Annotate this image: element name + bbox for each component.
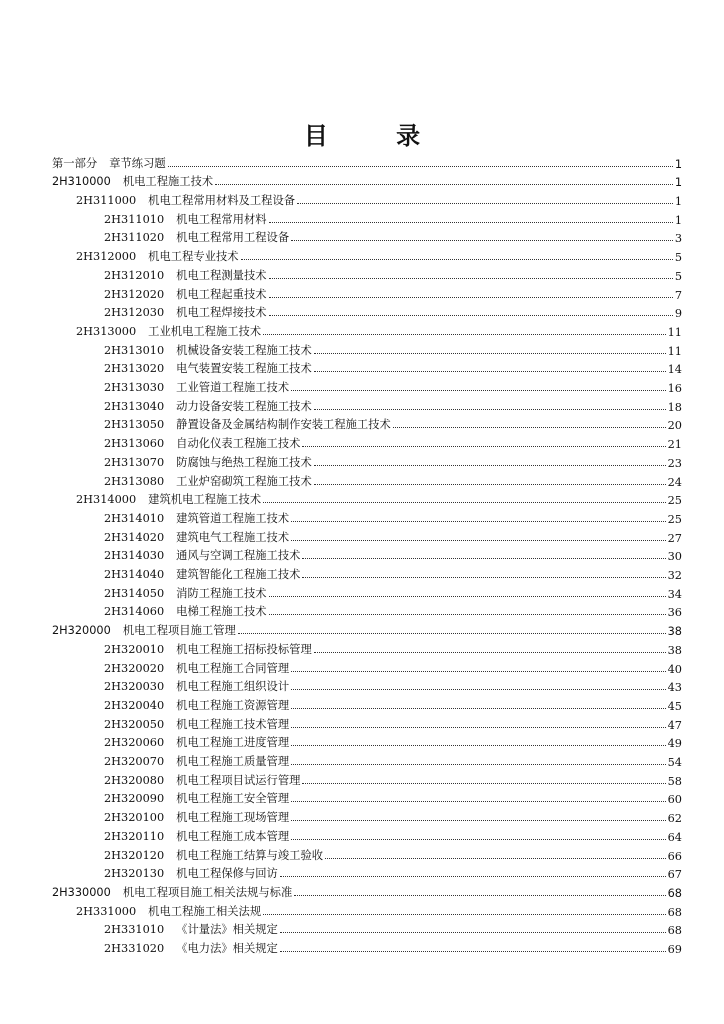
toc-entry-label: 静置设备及金属结构制作安装工程施工技术 bbox=[176, 418, 391, 432]
toc-leader-dots bbox=[269, 222, 673, 223]
toc-entry-code: 2H320030 bbox=[104, 680, 165, 694]
toc-entry-label: 机电工程项目试运行管理 bbox=[176, 773, 301, 787]
toc-entry-title bbox=[104, 566, 300, 582]
toc-entry-code: 2H313020 bbox=[104, 362, 165, 376]
toc-entry-label: 《计量法》相关规定 bbox=[176, 923, 278, 937]
toc-page-number: 68 bbox=[667, 905, 682, 919]
toc-entry-title bbox=[76, 248, 239, 264]
toc-entry[interactable] bbox=[104, 414, 682, 433]
toc-entry-code: 2H312010 bbox=[104, 268, 165, 282]
toc-entry-label: 机电工程施工结算与竣工验收 bbox=[176, 848, 324, 862]
toc-entry-code: 2H320100 bbox=[104, 811, 165, 825]
toc-entry[interactable] bbox=[104, 788, 682, 807]
toc-leader-dots bbox=[269, 278, 673, 279]
toc-entry-label: 机电工程焊接技术 bbox=[176, 306, 267, 320]
toc-entry-label: 机电工程常用材料及工程设备 bbox=[148, 194, 296, 208]
toc-page-number: 7 bbox=[674, 288, 682, 302]
toc-page-number: 5 bbox=[674, 269, 682, 283]
toc-entry-code: 第一部分 bbox=[52, 156, 98, 170]
toc-leader-dots bbox=[314, 484, 666, 485]
toc-entry-title bbox=[104, 510, 289, 526]
toc-entry-code: 2H311020 bbox=[104, 231, 165, 245]
toc-page-number: 43 bbox=[667, 681, 682, 695]
toc-entry-title bbox=[104, 697, 289, 713]
toc-leader-dots bbox=[302, 577, 665, 578]
toc-entry[interactable] bbox=[104, 451, 682, 470]
toc-entry[interactable] bbox=[104, 750, 682, 769]
toc-leader-dots bbox=[291, 820, 665, 821]
toc-leader-dots bbox=[269, 614, 666, 615]
toc-entry-code: 2H314050 bbox=[104, 586, 165, 600]
toc-leader-dots bbox=[294, 895, 665, 896]
toc-leader-dots bbox=[269, 315, 673, 316]
toc-entry[interactable] bbox=[104, 264, 682, 283]
toc-page-number: 47 bbox=[667, 718, 682, 732]
toc-page-number: 64 bbox=[667, 830, 682, 844]
toc-entry-code: 2H311010 bbox=[104, 212, 165, 226]
toc-leader-dots bbox=[291, 708, 665, 709]
toc-entry[interactable] bbox=[104, 507, 682, 526]
toc-page-number: 18 bbox=[667, 400, 682, 414]
toc-entry[interactable] bbox=[76, 246, 682, 265]
toc-entry[interactable] bbox=[104, 807, 682, 826]
toc-entry-code: 2H331010 bbox=[104, 923, 165, 937]
toc-entry[interactable] bbox=[104, 676, 682, 695]
toc-entry-label: 机电工程测量技术 bbox=[176, 268, 267, 282]
toc-leader-dots bbox=[291, 521, 665, 522]
toc-entry-label: 机电工程施工组织设计 bbox=[176, 680, 290, 694]
toc-entry-code: 2H314010 bbox=[104, 511, 165, 525]
toc-entry-label: 机电工程施工技术 bbox=[122, 175, 214, 189]
toc-entry-code: 2H313040 bbox=[104, 399, 165, 413]
toc-entry-code: 2H311000 bbox=[76, 194, 137, 208]
toc-entry-label: 自动化仪表工程施工技术 bbox=[176, 437, 301, 451]
toc-entry-label: 机电工程项目施工相关法规与标准 bbox=[122, 885, 293, 899]
toc-entry-label: 章节练习题 bbox=[109, 156, 166, 170]
toc-entry-label: 机电工程施工安全管理 bbox=[176, 792, 290, 806]
toc-leader-dots bbox=[263, 914, 665, 915]
toc-entry-title bbox=[104, 360, 312, 376]
toc-entry-code: 2H314020 bbox=[104, 530, 165, 544]
toc-leader-dots bbox=[280, 876, 666, 877]
toc-entry-code: 2H331000 bbox=[76, 904, 137, 918]
toc-entry-code: 2H314060 bbox=[104, 605, 165, 619]
toc-leader-dots bbox=[314, 353, 666, 354]
toc-entry-label: 建筑电气工程施工技术 bbox=[176, 530, 290, 544]
toc-entry-code: 2H313050 bbox=[104, 418, 165, 432]
toc-entry-code: 2H320050 bbox=[104, 717, 165, 731]
toc-entry-title bbox=[104, 734, 289, 750]
toc-entry-code: 2H320010 bbox=[104, 642, 165, 656]
toc-page-number: 60 bbox=[667, 793, 682, 807]
toc-entry[interactable] bbox=[104, 470, 682, 489]
toc-entry-code: 2H313010 bbox=[104, 343, 165, 357]
toc-leader-dots bbox=[302, 446, 665, 447]
toc-page-number: 1 bbox=[674, 195, 682, 209]
toc-page-number: 23 bbox=[667, 456, 682, 470]
toc-leader-dots bbox=[291, 801, 665, 802]
toc-entry-title bbox=[104, 921, 278, 937]
toc-entry-code: 2H313060 bbox=[104, 437, 165, 451]
toc-entry-label: 机电工程常用工程设备 bbox=[176, 231, 290, 245]
toc-entry[interactable] bbox=[76, 189, 682, 208]
toc-entry-title bbox=[104, 547, 300, 563]
toc-entry-code: 2H312030 bbox=[104, 306, 165, 320]
toc-entry-label: 《电力法》相关规定 bbox=[176, 942, 278, 956]
toc-entry-title bbox=[104, 716, 289, 732]
toc-entry-title bbox=[104, 790, 289, 806]
toc-entry-label: 机电工程常用材料 bbox=[176, 212, 267, 226]
toc-page-number: 3 bbox=[674, 232, 682, 246]
toc-entry[interactable] bbox=[52, 881, 682, 900]
toc-page-number: 25 bbox=[667, 494, 682, 508]
toc-entry-title bbox=[104, 678, 289, 694]
toc-entry-title bbox=[104, 828, 289, 844]
toc-entry-title bbox=[104, 342, 312, 358]
toc-entry[interactable] bbox=[104, 694, 682, 713]
toc-entry-title bbox=[104, 229, 289, 245]
toc-leader-dots bbox=[280, 932, 666, 933]
toc-entry-code: 2H314040 bbox=[104, 568, 165, 582]
toc-page-number: 25 bbox=[667, 512, 682, 526]
toc-entry-title bbox=[104, 529, 289, 545]
toc-leader-dots bbox=[291, 839, 665, 840]
toc-leader-dots bbox=[291, 764, 665, 765]
toc-entry[interactable] bbox=[52, 171, 682, 190]
toc-entry[interactable] bbox=[104, 376, 682, 395]
toc-entry[interactable] bbox=[76, 900, 682, 919]
toc-page-number: 68 bbox=[667, 924, 682, 938]
toc-leader-dots bbox=[168, 166, 673, 167]
toc-entry[interactable] bbox=[104, 937, 682, 956]
toc-entry-title bbox=[76, 903, 261, 919]
toc-entry-title bbox=[104, 847, 323, 863]
toc-entry[interactable] bbox=[104, 339, 682, 358]
toc-page-number: 36 bbox=[667, 606, 682, 620]
toc-leader-dots bbox=[325, 858, 666, 859]
toc-entry-title bbox=[104, 304, 267, 320]
toc-page-number: 11 bbox=[667, 344, 682, 358]
toc-entry-title bbox=[104, 211, 267, 227]
toc-leader-dots bbox=[263, 334, 665, 335]
toc-entry-label: 电气装置安装工程施工技术 bbox=[176, 362, 312, 376]
toc-leader-dots bbox=[302, 558, 665, 559]
toc-leader-dots bbox=[263, 502, 665, 503]
toc-entry[interactable] bbox=[104, 283, 682, 302]
toc-page-number: 38 bbox=[667, 643, 682, 657]
toc-entry-code: 2H320130 bbox=[104, 867, 165, 881]
toc-page-number: 62 bbox=[667, 812, 682, 826]
toc-entry-title bbox=[104, 416, 391, 432]
toc-entry-code: 2H320070 bbox=[104, 755, 165, 769]
toc-leader-dots bbox=[314, 371, 666, 372]
toc-entry-title bbox=[52, 155, 166, 171]
toc-entry[interactable] bbox=[104, 825, 682, 844]
toc-entry-code: 2H320020 bbox=[104, 661, 165, 675]
toc-entry-title bbox=[52, 884, 292, 900]
toc-page-number: 30 bbox=[667, 550, 682, 564]
toc-page-number: 49 bbox=[667, 737, 682, 751]
toc-page-number: 45 bbox=[667, 699, 682, 713]
toc-page-number: 5 bbox=[674, 251, 682, 265]
toc-entry[interactable] bbox=[104, 526, 682, 545]
toc-entry[interactable] bbox=[104, 395, 682, 414]
toc-page-number: 40 bbox=[667, 662, 682, 676]
toc-page-number: 1 bbox=[674, 213, 682, 227]
toc-entry-code: 2H320090 bbox=[104, 792, 165, 806]
toc-page-number: 58 bbox=[667, 774, 682, 788]
toc-entry-label: 机电工程施工质量管理 bbox=[176, 755, 290, 769]
toc-entry-code: 2H320000 bbox=[52, 624, 111, 638]
toc-entry[interactable] bbox=[104, 713, 682, 732]
toc-entry-title bbox=[104, 454, 312, 470]
toc-page-number: 11 bbox=[667, 325, 682, 339]
toc-entry-code: 2H320080 bbox=[104, 773, 165, 787]
toc-leader-dots bbox=[241, 259, 673, 260]
toc-entry-title bbox=[76, 192, 295, 208]
toc-entry[interactable] bbox=[104, 582, 682, 601]
toc-entry[interactable] bbox=[104, 844, 682, 863]
toc-entry-label: 机电工程施工资源管理 bbox=[176, 698, 290, 712]
toc-entry-label: 工业机电工程施工技术 bbox=[148, 324, 262, 338]
toc-page-number: 67 bbox=[667, 868, 682, 882]
toc-entry-label: 机电工程起重技术 bbox=[176, 287, 267, 301]
toc-entry-code: 2H331020 bbox=[104, 942, 165, 956]
toc-leader-dots bbox=[238, 633, 666, 634]
toc-entry-title bbox=[104, 772, 300, 788]
toc-page-number: 14 bbox=[667, 363, 682, 377]
toc-entry[interactable] bbox=[104, 302, 682, 321]
toc-leader-dots bbox=[291, 745, 665, 746]
toc-entry-label: 机电工程施工进度管理 bbox=[176, 736, 290, 750]
toc-entry[interactable] bbox=[104, 863, 682, 882]
toc-entry-title bbox=[104, 809, 289, 825]
toc-entry[interactable] bbox=[104, 227, 682, 246]
toc-page-number: 38 bbox=[667, 625, 682, 639]
toc-entry-title bbox=[104, 379, 289, 395]
toc-entry-label: 电梯工程施工技术 bbox=[176, 605, 267, 619]
toc-page-number: 9 bbox=[674, 307, 682, 321]
toc-entry-code: 2H320120 bbox=[104, 848, 165, 862]
toc-entry-label: 机电工程专业技术 bbox=[148, 250, 239, 264]
toc-entry-code: 2H314030 bbox=[104, 549, 165, 563]
toc-entry-code: 2H320060 bbox=[104, 736, 165, 750]
toc-entry[interactable] bbox=[104, 208, 682, 227]
toc-entry[interactable] bbox=[104, 919, 682, 938]
toc-entry-code: 2H313070 bbox=[104, 455, 165, 469]
toc-leader-dots bbox=[314, 465, 666, 466]
toc-leader-dots bbox=[291, 390, 665, 391]
toc-entry-code: 2H330000 bbox=[52, 885, 111, 899]
toc-page-number: 27 bbox=[667, 531, 682, 545]
toc-page-number: 20 bbox=[667, 419, 682, 433]
toc-leader-dots bbox=[314, 409, 666, 410]
toc-entry-label: 机电工程施工现场管理 bbox=[176, 811, 290, 825]
toc-page-number: 21 bbox=[667, 438, 682, 452]
toc-leader-dots bbox=[302, 783, 665, 784]
toc-leader-dots bbox=[291, 671, 665, 672]
toc-page-number: 1 bbox=[674, 176, 682, 190]
toc-entry-label: 机电工程施工招标投标管理 bbox=[176, 642, 312, 656]
toc-leader-dots bbox=[291, 727, 665, 728]
toc-entry-code: 2H310000 bbox=[52, 175, 111, 189]
toc-entry-title bbox=[104, 641, 312, 657]
toc-entry-title bbox=[104, 865, 278, 881]
toc-entry[interactable] bbox=[104, 601, 682, 620]
toc-entry-label: 动力设备安装工程施工技术 bbox=[176, 399, 312, 413]
toc-entry-code: 2H312020 bbox=[104, 287, 165, 301]
toc-entry-title bbox=[104, 286, 267, 302]
toc-entry-label: 工业炉窑砌筑工程施工技术 bbox=[176, 474, 312, 488]
toc-entry-code: 2H312000 bbox=[76, 250, 137, 264]
toc-leader-dots bbox=[314, 652, 666, 653]
toc-entry-label: 建筑智能化工程施工技术 bbox=[176, 568, 301, 582]
toc-page-number: 24 bbox=[667, 475, 682, 489]
toc-entry[interactable] bbox=[52, 620, 682, 639]
toc-entry-title bbox=[104, 435, 300, 451]
toc-entry-label: 机电工程施工合同管理 bbox=[176, 661, 290, 675]
toc-entry[interactable] bbox=[104, 657, 682, 676]
toc-entry[interactable] bbox=[104, 545, 682, 564]
toc-entry[interactable] bbox=[104, 358, 682, 377]
toc-entry-title bbox=[104, 940, 278, 956]
toc-entry-code: 2H313080 bbox=[104, 474, 165, 488]
toc-leader-dots bbox=[297, 203, 673, 204]
toc-entry-code: 2H314000 bbox=[76, 493, 137, 507]
toc-entry-label: 工业管道工程施工技术 bbox=[176, 381, 290, 395]
toc-entry-label: 机电工程施工相关法规 bbox=[148, 904, 262, 918]
toc-entry-title bbox=[76, 323, 261, 339]
toc-entry-title bbox=[76, 491, 261, 507]
toc-entry[interactable] bbox=[104, 732, 682, 751]
toc-leader-dots bbox=[393, 427, 666, 428]
toc-entry[interactable] bbox=[104, 638, 682, 657]
toc-leader-dots bbox=[269, 596, 666, 597]
toc-entry-label: 消防工程施工技术 bbox=[176, 586, 267, 600]
page-title: 目 录 bbox=[303, 121, 451, 150]
toc-entry-code: 2H320040 bbox=[104, 698, 165, 712]
toc-entry-title bbox=[52, 173, 213, 189]
toc-leader-dots bbox=[291, 240, 673, 241]
toc-entry-label: 通风与空调工程施工技术 bbox=[176, 549, 301, 563]
toc-entry-label: 机电工程保修与回访 bbox=[176, 867, 278, 881]
toc-entry-title bbox=[104, 398, 312, 414]
toc-entry-title bbox=[52, 622, 236, 638]
toc-entry-label: 防腐蚀与绝热工程施工技术 bbox=[176, 455, 312, 469]
toc-entry-label: 机械设备安装工程施工技术 bbox=[176, 343, 312, 357]
toc-entry-code: 2H320110 bbox=[104, 829, 165, 843]
toc-entry-title bbox=[104, 753, 289, 769]
toc-leader-dots bbox=[280, 951, 666, 952]
toc-entry[interactable] bbox=[104, 433, 682, 452]
toc-entry[interactable] bbox=[76, 320, 682, 339]
toc-entry-label: 机电工程施工技术管理 bbox=[176, 717, 290, 731]
toc-page-number: 68 bbox=[667, 886, 682, 900]
toc-entry[interactable] bbox=[104, 769, 682, 788]
toc-entry-title bbox=[104, 603, 267, 619]
toc-page-number: 66 bbox=[667, 849, 682, 863]
toc-entry-code: 2H313000 bbox=[76, 324, 137, 338]
toc-entry-title bbox=[104, 585, 267, 601]
toc-entry-title bbox=[104, 660, 289, 676]
toc-entry-title bbox=[104, 473, 312, 489]
toc-entry-title bbox=[104, 267, 267, 283]
toc-leader-dots bbox=[215, 184, 673, 185]
toc-entry-label: 建筑机电工程施工技术 bbox=[148, 493, 262, 507]
toc-page-number: 32 bbox=[667, 569, 682, 583]
toc-entry-code: 2H313030 bbox=[104, 381, 165, 395]
toc-entry[interactable] bbox=[104, 563, 682, 582]
toc-page-number: 69 bbox=[667, 943, 682, 957]
toc-leader-dots bbox=[269, 297, 673, 298]
toc-page-number: 54 bbox=[667, 756, 682, 770]
toc-leader-dots bbox=[291, 540, 665, 541]
toc-entry[interactable] bbox=[52, 152, 682, 171]
toc-entry-label: 机电工程施工成本管理 bbox=[176, 829, 290, 843]
toc-entry-label: 建筑管道工程施工技术 bbox=[176, 511, 290, 525]
toc-entry-label: 机电工程项目施工管理 bbox=[122, 624, 236, 638]
toc-page-number: 34 bbox=[667, 587, 682, 601]
toc-page-number: 1 bbox=[674, 157, 682, 171]
toc-leader-dots bbox=[291, 689, 665, 690]
toc-entry[interactable] bbox=[76, 489, 682, 508]
toc-page-number: 16 bbox=[667, 382, 682, 396]
